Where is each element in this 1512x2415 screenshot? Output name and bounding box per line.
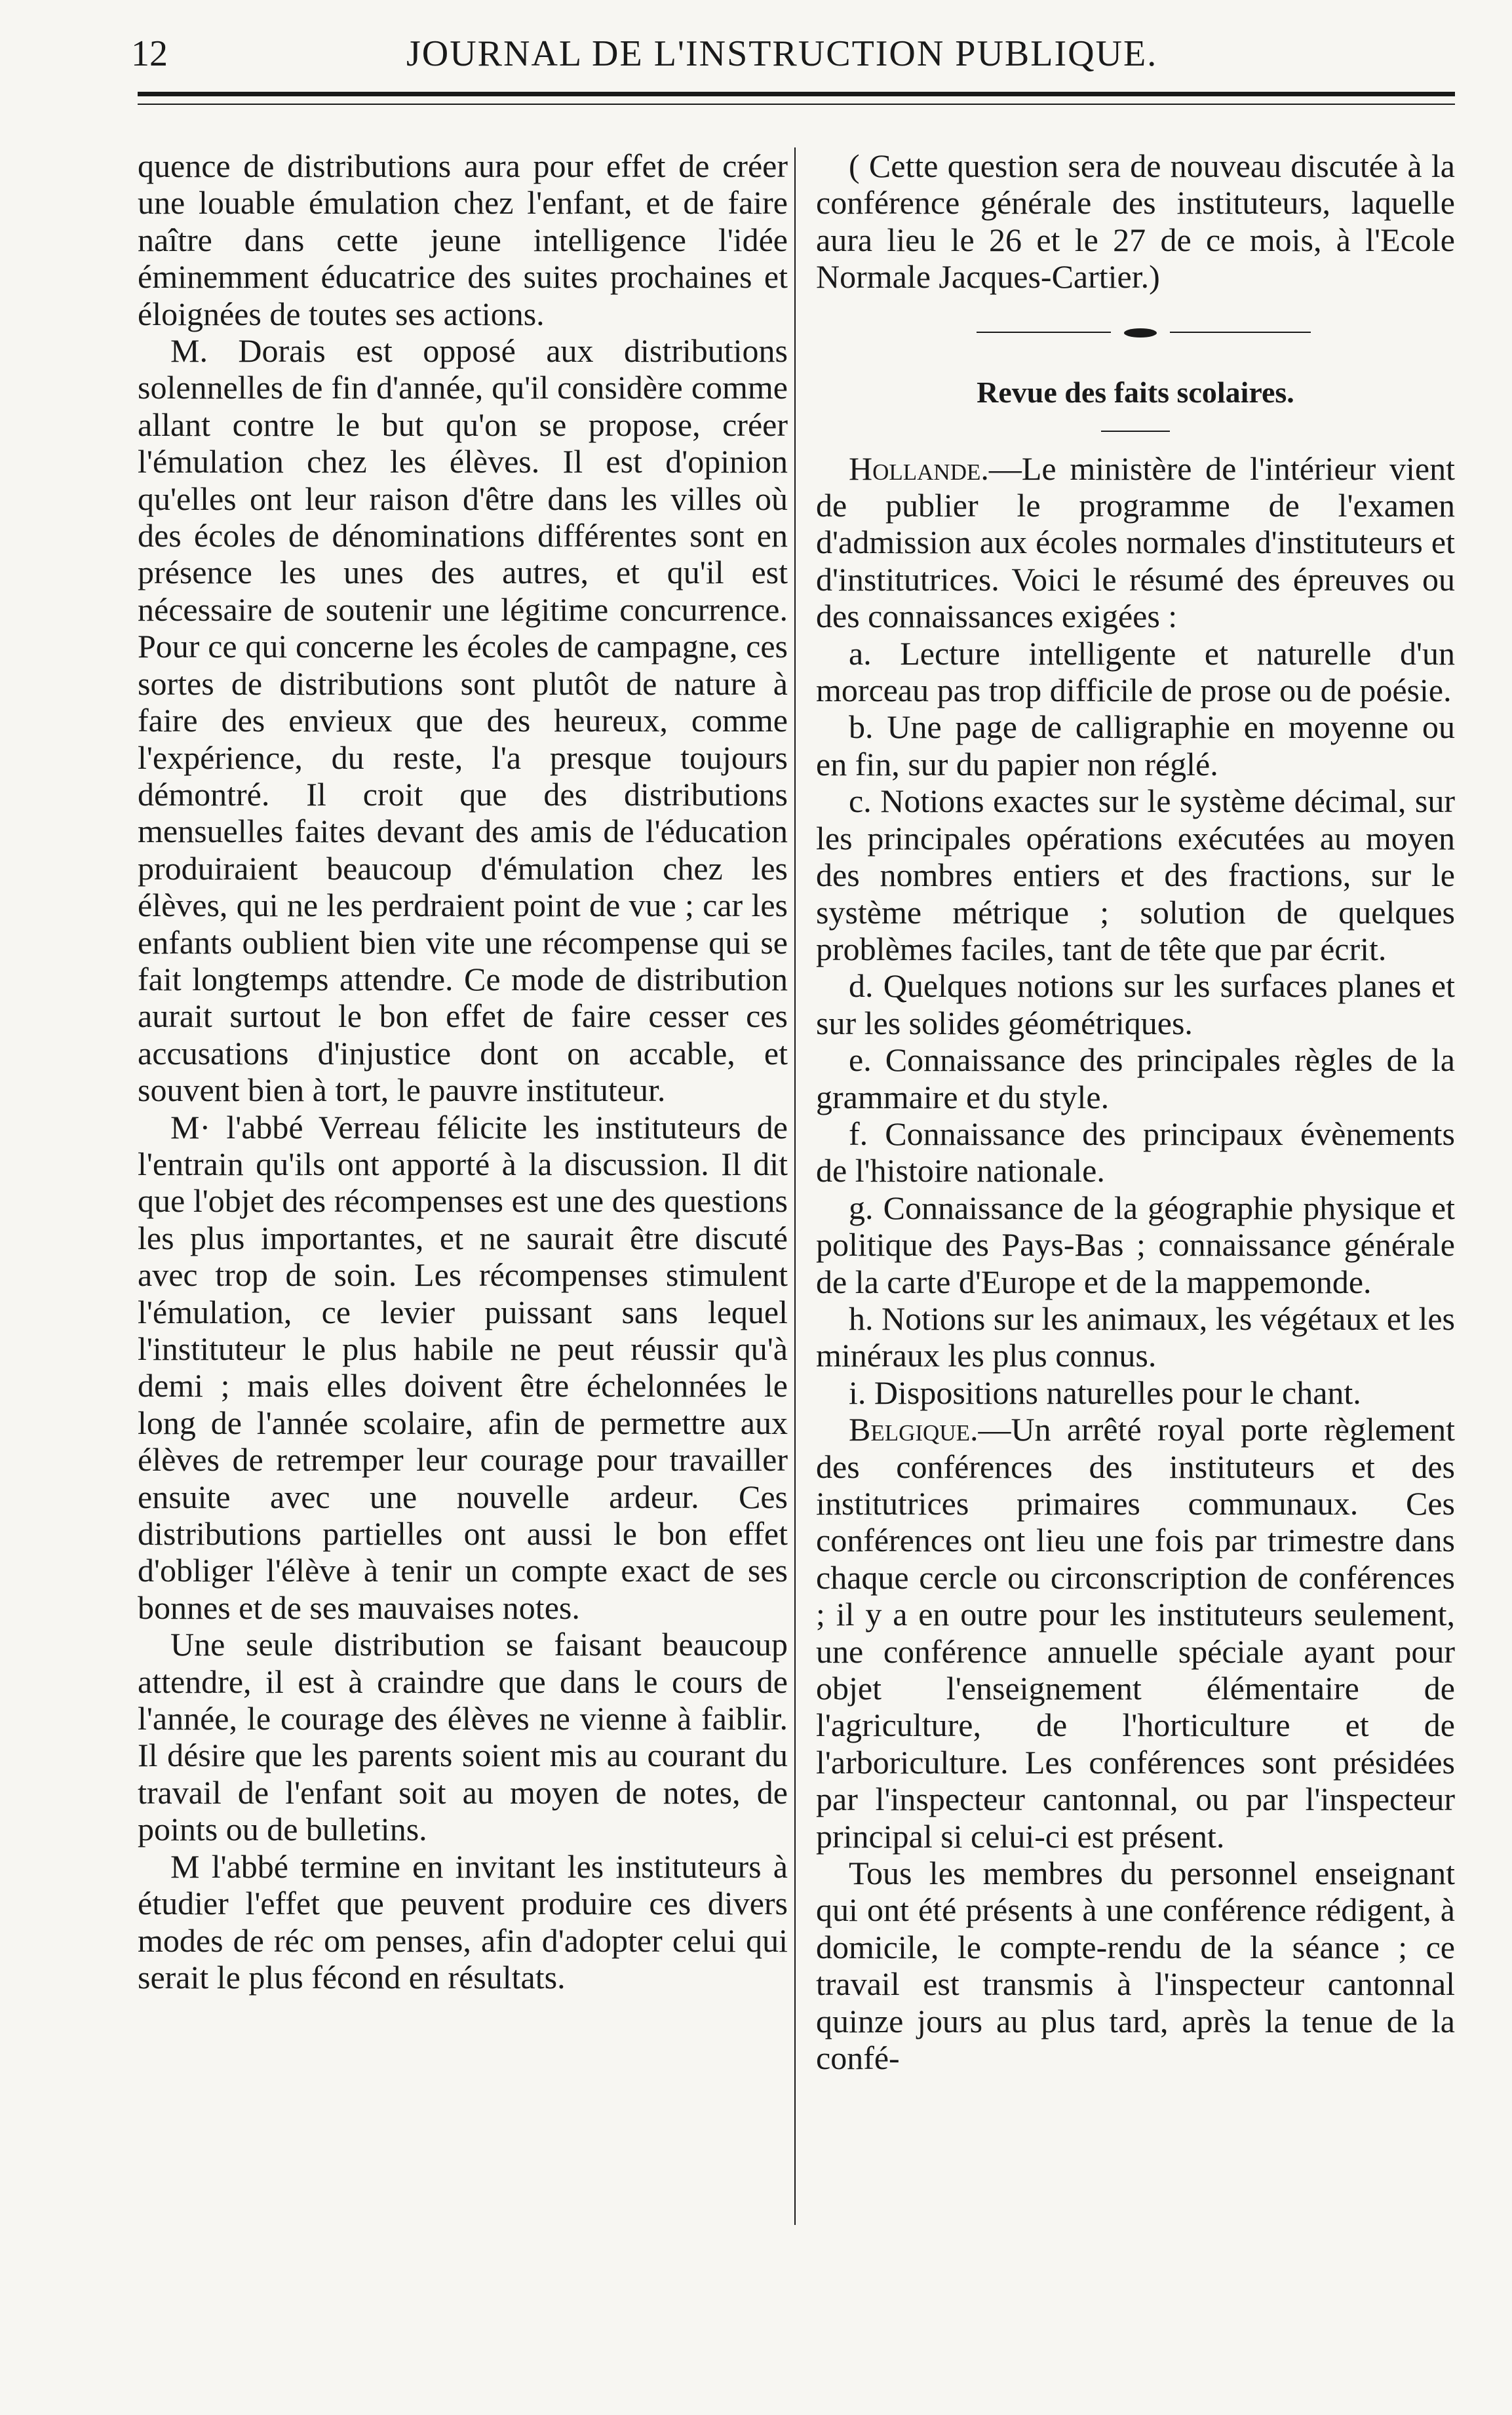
- list-item: f. Connaissance des principaux évènements de l'histoire nationale.: [816, 1115, 1455, 1189]
- left-paragraph-1: quence de distributions aura pour effet de créer une louable émulation chez l'enfant, et de faire naître dans cette jeune intelligence l'idée éminemment éducatrice des suites prochaines et éloignées de toutes ses actions.: [138, 147, 788, 332]
- list-item: g. Connaissance de la géographie physique et politique des Pays-Bas ; connaissance générale de la carte d'Europe et de la mappemonde.: [816, 1189, 1455, 1300]
- list-item: h. Notions sur les animaux, les végétaux et les minéraux les plus connus.: [816, 1300, 1455, 1374]
- list-item: e. Connaissance des principales règles de la grammaire et du style.: [816, 1041, 1455, 1115]
- list-item: b. Une page de calligraphie en moyenne ou en fin, sur du papier non réglé.: [816, 708, 1455, 782]
- discussion-note: ( Cette question sera de nouveau discutée à la conférence générale des instituteurs, laquelle aura lieu le 26 et le 27 de ce mois, à l'Ecole Normale Jacques-Cartier.): [816, 147, 1455, 296]
- left-paragraph-5: M l'abbé termine en invitant les instituteurs à étudier l'effet que peuvent produire ces divers modes de réc om penses, afin d'adopter celui qui serait le plus fécond en résultats.: [138, 1847, 788, 1996]
- section-ornament: [816, 296, 1455, 374]
- left-paragraph-3: M· l'abbé Verreau félicite les instituteurs de l'entrain qu'ils ont apporté à la discussion. Il dit que l'objet des récompenses est une des questions les plus importantes, et ne saurait être discuté avec trop de soin. Les récompenses stimulent l'émulation, ce levier puissant sans lequel l'instituteur le plus habile ne peut réussir qu'à demi ; mais elles doivent être échelonnées le long de l'année scolaire, afin de permettre aux élèves de retremper leur courage pour travailler ensuite avec une nouvelle ardeur. Ces distributions partielles ont aussi le bon effet d'obliger l'élève à tenir un compte exact de ses bonnes et de ses mauvaises notes.: [138, 1108, 788, 1626]
- list-item: d. Quelques notions sur les surfaces planes et sur les solides géométriques.: [816, 967, 1455, 1041]
- hollande-label: Hollande.: [849, 450, 989, 487]
- hollande-text: —Le ministère de l'intérieur vient de publier le programme de l'examen d'admission aux écoles normales d'instituteurs et d'institutrices. Voici le résumé des épreuves ou des connaissances exigées :: [816, 450, 1455, 635]
- belgique-label: Belgique.: [849, 1411, 979, 1448]
- section-rule: [1101, 431, 1170, 432]
- belgique-paragraph: [816, 1411, 1455, 1855]
- section-title: Revue des faits scolaires.: [977, 375, 1294, 409]
- hollande-paragraph: [816, 450, 1455, 635]
- left-paragraph-4: Une seule distribution se faisant beaucoup attendre, il est à craindre que dans le cours de l'année, le courage des élèves ne vienne à faiblir. Il désire que les parents soient mis au courant du travail de l'enfant soit au moyen de notes, de points ou de bulletins.: [138, 1626, 788, 1848]
- header-rule-thick: [138, 92, 1455, 96]
- left-column: [138, 147, 788, 1996]
- column-divider: [794, 147, 796, 2225]
- header-rule-thin: [138, 104, 1455, 105]
- list-item: a. Lecture intelligente et naturelle d'un morceau pas trop difficile de prose ou de poésie.: [816, 634, 1455, 709]
- belgique-text: —Un arrêté royal porte règlement des conférences des instituteurs et des institutrices primaires communaux. Ces conférences ont lieu une fois par trimestre dans chaque cercle ou circonscription de conférences ; il y a en outre pour les instituteurs seulement, une conférence annuelle spéciale ayant pour objet l'enseignement élémentaire de l'agriculture, de l'horticulture et de l'arboriculture. Les conférences sont présidées par l'inspecteur cantonnal, ou par l'inspecteur principal si celui-ci est présent.: [816, 1411, 1455, 1855]
- journal-title: JOURNAL DE L'INSTRUCTION PUBLIQUE.: [406, 33, 1158, 74]
- last-paragraph: Tous les membres du personnel enseignant qui ont été présents à une conférence rédigent, à domicile, le compte-rendu de la séance ; ce travail est transmis à l'inspecteur cantonnal quinze jours au plus tard, après la tenue de la confé-: [816, 1855, 1455, 2077]
- list-item: c. Notions exactes sur le système décimal, sur les principales opérations exécutées au moyen des nombres entiers et des fractions, sur le système métrique ; solution de quelques problèmes faciles, tant de tête que par écrit.: [816, 782, 1455, 967]
- list-item: i. Dispositions naturelles pour le chant.: [849, 1374, 1361, 1411]
- page-number: 12: [131, 33, 168, 74]
- left-paragraph-2: M. Dorais est opposé aux distributions solennelles de fin d'année, qu'il considère comme allant contre le but qu'on se propose, créer l'émulation chez les élèves. Il est d'opinion qu'elles ont leur raison d'être dans les villes où des écoles de dénominations différentes sont en présence les unes des autres, et qu'il est nécessaire de soutenir une légitime concurrence. Pour ce qui concerne les écoles de campagne, ces sortes de distributions sont plutôt de nature à faire des envieux que des heureux, comme l'expérience, du reste, l'a presque toujours démontré. Il croit que des distributions mensuelles faites devant des amis de l'éducation produiraient beaucoup d'émulation chez les élèves, qui ne les perdraient point de vue ; car les enfants oublient bien vite une récompense qui se fait longtemps attendre. Ce mode de distribution aurait surtout le bon effet de faire cesser ces accusations d'injustice dont on accable, et souvent bien à tort, le pauvre instituteur.: [138, 332, 788, 1109]
- page-header: [131, 33, 1462, 85]
- right-column: [816, 147, 1455, 2077]
